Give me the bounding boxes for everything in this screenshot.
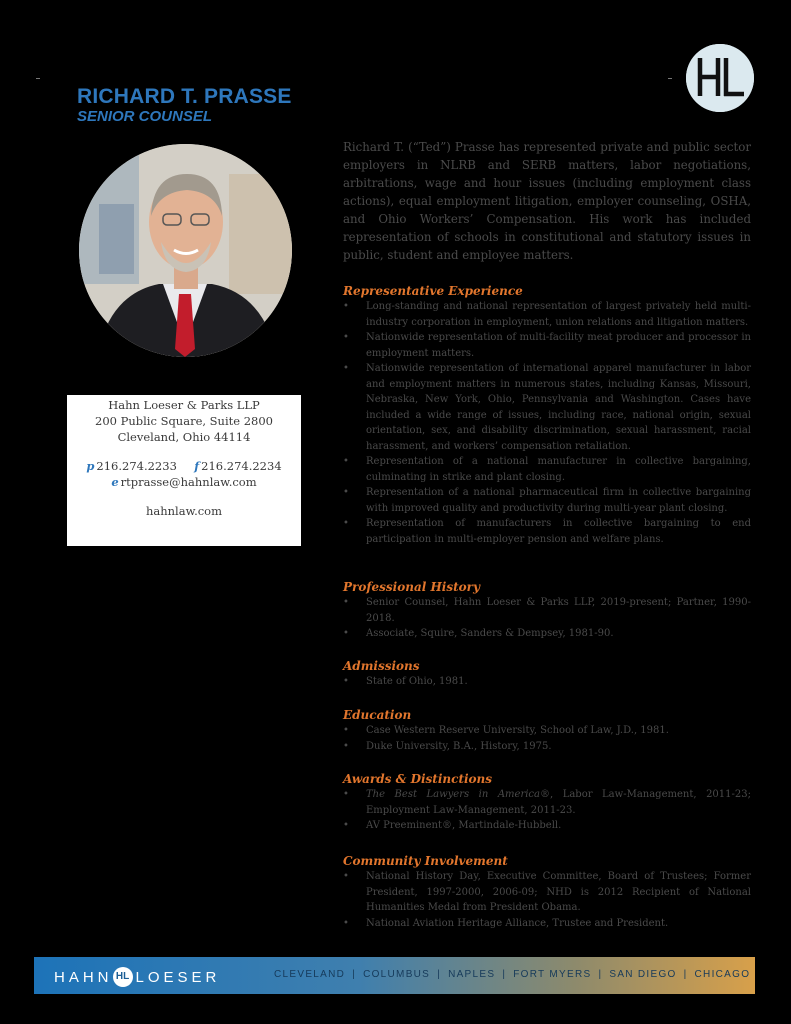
office-separator: | (437, 969, 442, 980)
list-item: • National History Day, Executive Committee, Board of Trustees; Former President, 1997-2000, 2006-09; NHD is 2012 Recipient of National Humanities Medal from President Obama. (343, 869, 751, 916)
list-item: • Representation of manufacturers in collective bargaining to end participation in multi-employer pension and welfare plans. (343, 516, 751, 547)
attorney-name: RICHARD T. PRASSE (77, 85, 292, 108)
list-item: • Case Western Reserve University, School of Law, J.D., 1981. (343, 723, 751, 739)
list-item: • Representation of a national manufacturer in collective bargaining, culminating in strike and plant closing. (343, 454, 751, 485)
attorney-title: SENIOR COUNSEL (77, 108, 213, 125)
section-heading: Education (343, 708, 412, 722)
office-columbus: COLUMBUS (363, 969, 431, 980)
fax-label: f (194, 459, 200, 473)
section-heading: Professional History (343, 580, 480, 594)
list-item: • National Aviation Heritage Alliance, Trustee and President. (343, 916, 751, 932)
address-line-1: 200 Public Square, Suite 2800 (95, 414, 273, 428)
footer-bar (34, 957, 755, 994)
email-label: e (111, 475, 119, 489)
list-item: • Nationwide representation of international apparel manufacturer in labor and employment matters in numerous states, including Kansas, Missouri, Nebraska, New York, Ohio, Pennsylvania and Washington. Cases have included a wide range of issues, including race, national origin, sexual orientation, sex, and disability discrimination, sexual harassment, racial harassment, and workers’ compensation retaliation. (343, 361, 751, 454)
office-separator: | (352, 969, 357, 980)
firm-logo (686, 44, 754, 112)
office-separator: | (598, 969, 603, 980)
brand-loeser: LOESER (135, 968, 221, 986)
list-item: • Duke University, B.A., History, 1975. (343, 739, 751, 755)
list-item: • Representation of a national pharmaceutical firm in collective bargaining with improved quality and productivity during multi-year plant closing. (343, 485, 751, 516)
office-cleveland: CLEVELAND (274, 969, 346, 980)
office-fort-myers: FORT MYERS (513, 969, 592, 980)
award-publication: The Best Lawyers in America® (366, 789, 550, 800)
section-heading: Representative Experience (343, 284, 523, 298)
list-item: • Associate, Squire, Sanders & Dempsey, 1981-90. (343, 626, 751, 642)
fax-number: 216.274.2234 (201, 459, 282, 473)
section-heading: Community Involvement (343, 854, 508, 868)
attorney-photo (79, 144, 292, 357)
office-separator: | (502, 969, 507, 980)
brand-hahn: HAHN (54, 968, 113, 986)
list-item: • State of Ohio, 1981. (343, 674, 751, 690)
section-education (343, 707, 751, 754)
hl-logo-icon (686, 44, 754, 112)
office-list (274, 969, 750, 980)
office-naples: NAPLES (448, 969, 496, 980)
address-line-2: Cleveland, Ohio 44114 (117, 430, 251, 444)
email-line (67, 474, 301, 490)
email-link[interactable]: rtprasse@hahnlaw.com (120, 475, 257, 489)
phone-number[interactable]: 216.274.2233 (96, 459, 177, 473)
phone-fax-line (67, 458, 301, 474)
list-item: • AV Preeminent®, Martindale-Hubbell. (343, 818, 751, 834)
section-history (343, 579, 751, 642)
website-link[interactable]: hahnlaw.com (145, 504, 222, 518)
section-experience (343, 283, 751, 547)
list-item: • Long-standing and national representation of largest privately held multi-industry corporation in employment, union relations and litigation matters. (343, 299, 751, 330)
section-admissions (343, 658, 751, 690)
list-item (343, 787, 751, 818)
hl-badge-icon: HL (113, 967, 133, 987)
office-san-diego: SAN DIEGO (609, 969, 677, 980)
section-awards (343, 771, 751, 834)
section-heading: Awards & Distinctions (343, 772, 493, 786)
office-separator: | (683, 969, 688, 980)
section-community (343, 853, 751, 931)
contact-card (67, 395, 301, 546)
phone-label: p (86, 459, 95, 473)
corner-mark (668, 78, 672, 79)
list-item: • Senior Counsel, Hahn Loeser & Parks LLP, 2019-present; Partner, 1990-2018. (343, 595, 751, 626)
section-heading: Admissions (343, 659, 420, 673)
footer-brand (54, 967, 220, 987)
award-detail: , Labor Law-Management, 2011-23; Employment Law-Management, 2011-23. (366, 789, 751, 816)
corner-mark (36, 78, 40, 79)
biography: Richard T. (“Ted”) Prasse has represented private and public sector employers in NLRB and SERB matters, labor negotiations, arbitrations, wage and hour issues (including employment class actions), equal employment litigation, employer counseling, OSHA, and Ohio Workers’ Compensation. His work has included representation of schools in constitutional and statutory issues in public, student and employee matters. (343, 140, 751, 262)
office-chicago: CHICAGO (694, 969, 751, 980)
list-item: • Nationwide representation of multi-facility meat producer and processor in employment matters. (343, 330, 751, 361)
firm-name: Hahn Loeser & Parks LLP (108, 398, 260, 412)
